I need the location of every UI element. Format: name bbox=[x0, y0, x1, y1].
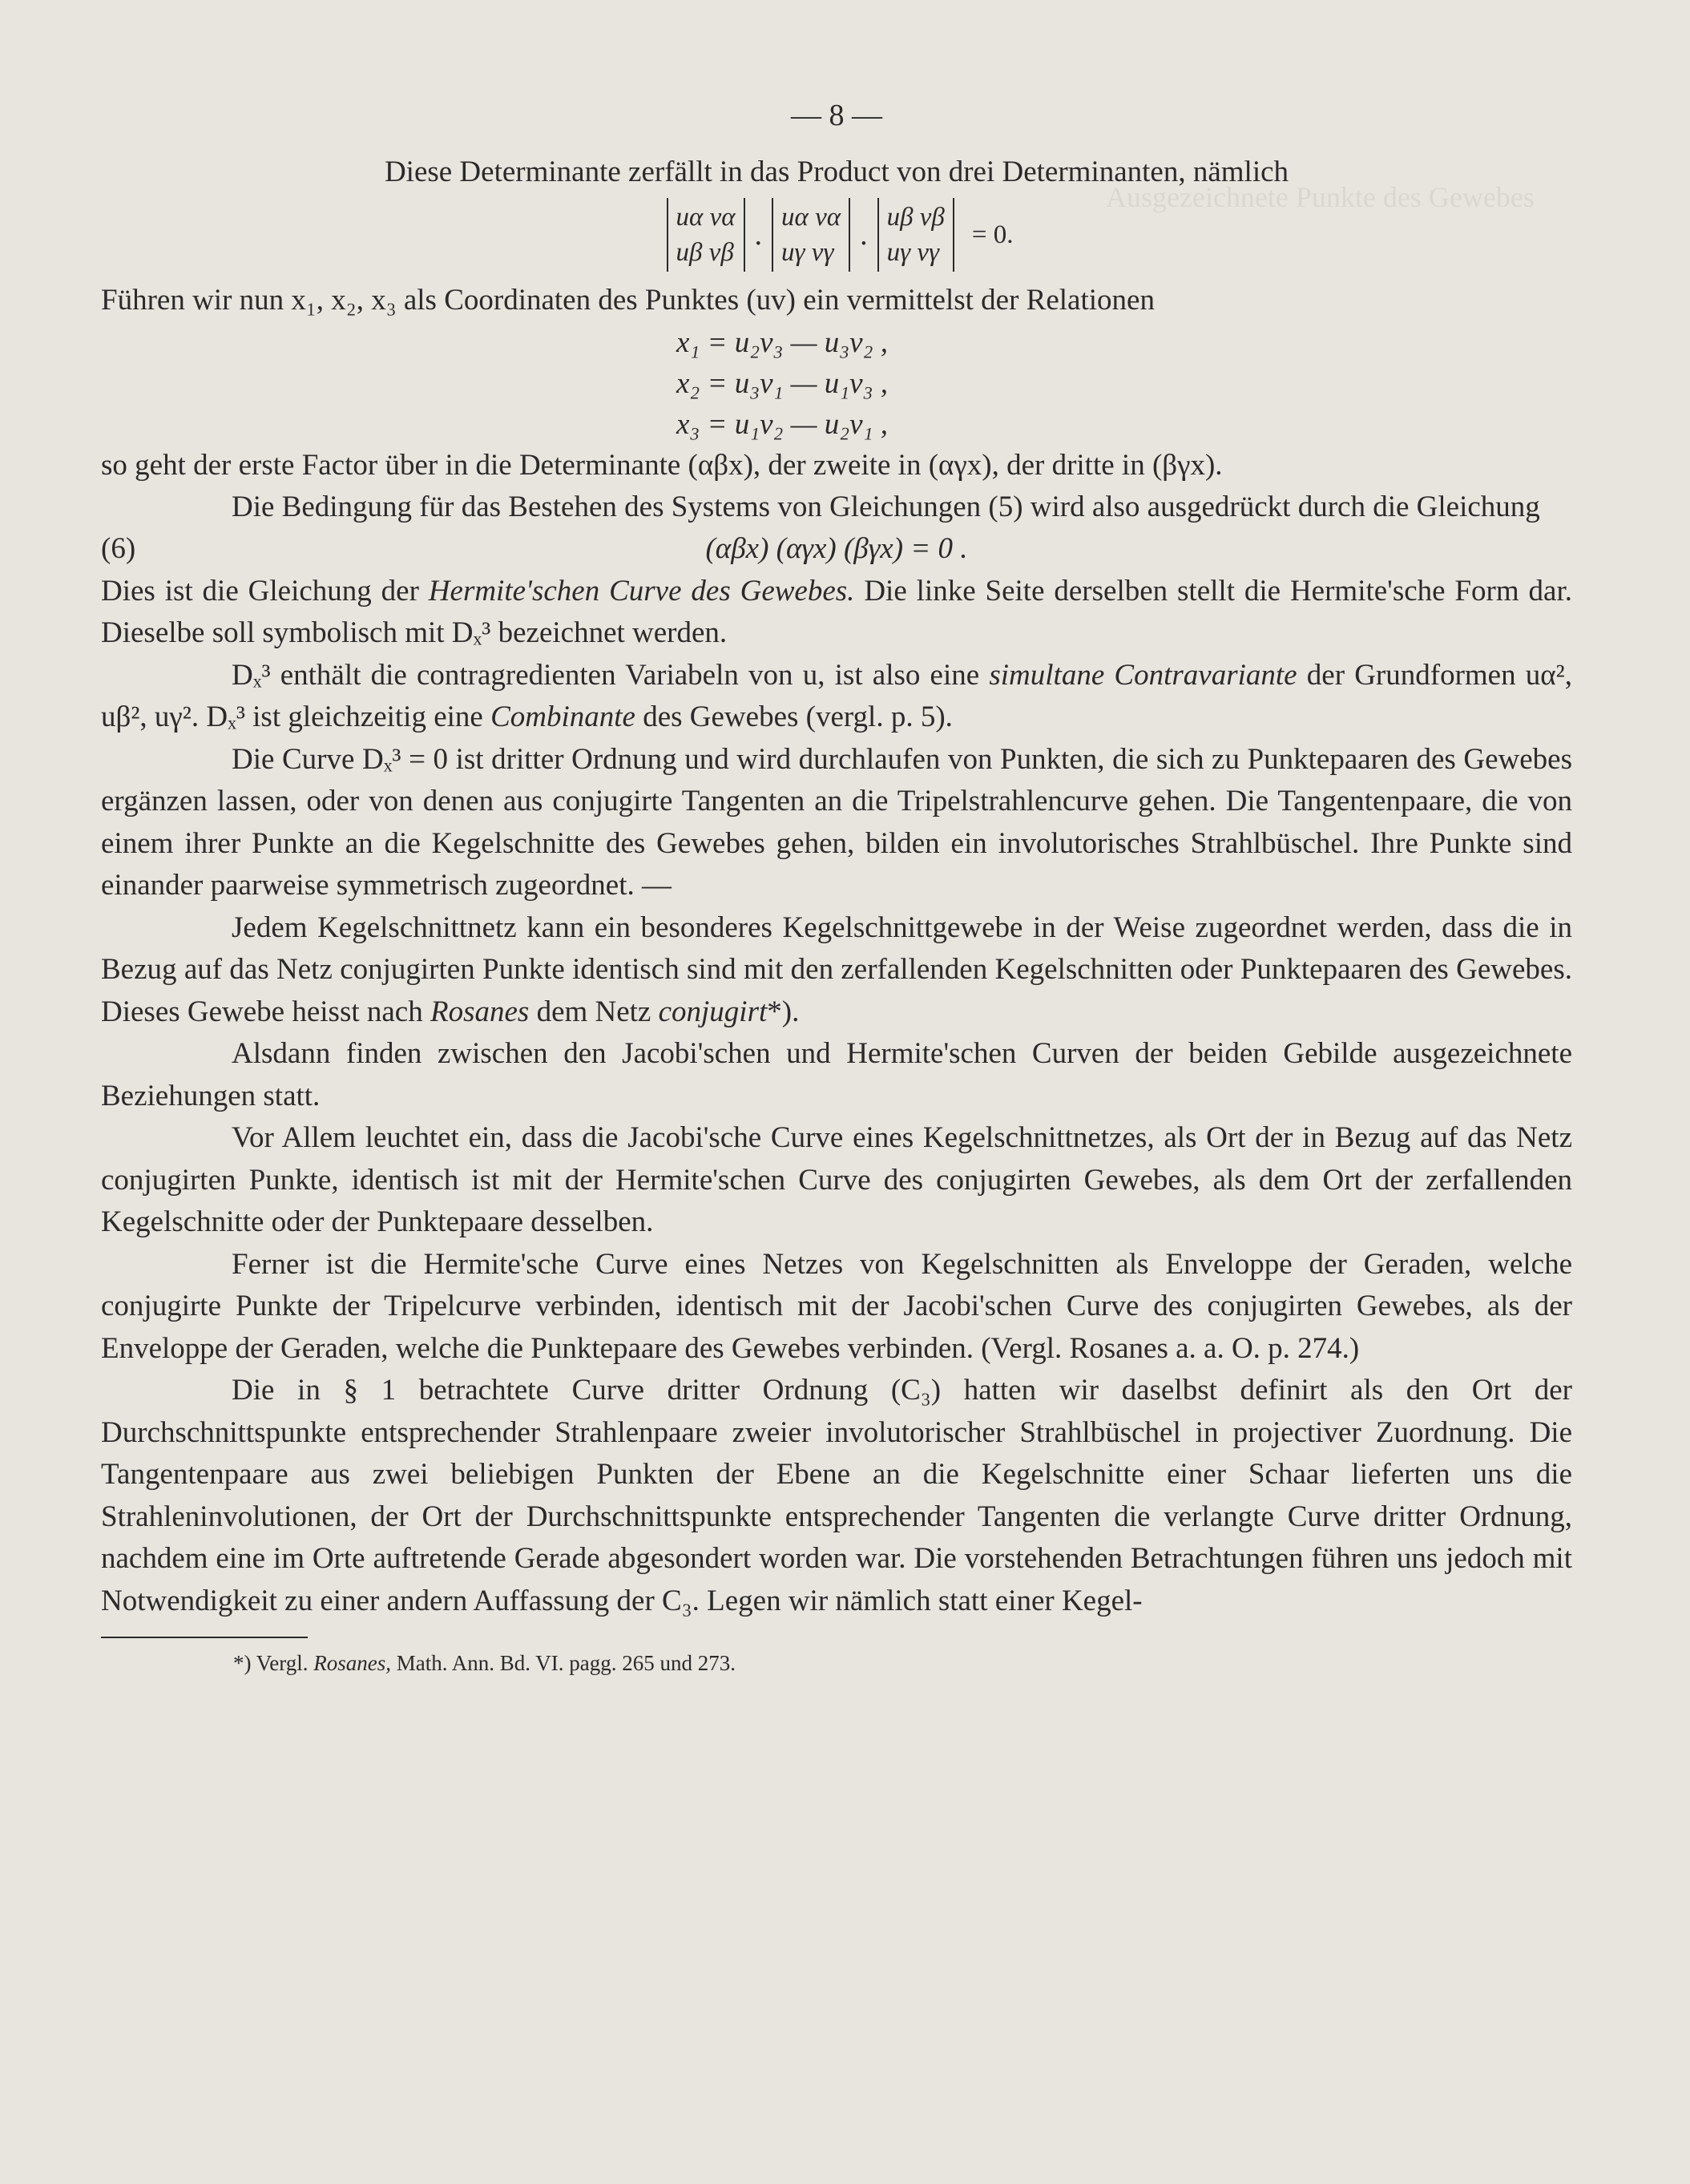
numbered-equation bbox=[101, 529, 1572, 571]
paragraph: Jedem Kegelschnittnetz kann ein besonderes Kegelschnittgewebe in der Weise zugeordnet werden, dass die in Bezug auf das Netz conjugirten Punkte identisch sind mit den zerfallenden Kegelschnitten oder Punktepaaren des Gewebes. Dieses Gewebe heisst nach Rosanes dem Netz conjugirt*). bbox=[101, 910, 1572, 1028]
bleed-through: Ausgezeichnete Punkte des Gewebes bbox=[1106, 181, 1535, 213]
footnote: *) Vergl. Rosanes, Math. Ann. Bd. VI. pagg. 265 und 273. bbox=[233, 1651, 736, 1675]
determinant: uα vα uβ vβ bbox=[667, 198, 745, 272]
footnote-rule bbox=[101, 1637, 308, 1638]
determinant: uα vα uγ vγ bbox=[772, 198, 850, 272]
paragraph: Vor Allem leuchtet ein, dass die Jacobi'sche Curve eines Kegelschnittnetzes, als Ort der in Bezug auf das Netz conjugirten Punkte, identisch ist mit der Hermite'schen Curve des conjugirten Gewebes, als dem Ort der zerfallenden Kegelschnitte oder der Punktepaare desselben. bbox=[101, 1121, 1572, 1238]
product-dot: . bbox=[860, 217, 868, 252]
determinant: uβ vβ uγ vγ bbox=[877, 198, 954, 272]
equals-zero: = 0. bbox=[971, 220, 1014, 249]
relation-equations: x₁ = u₂v₃ — u₃v₂ , x₂ = u₃v₁ — u₁v₃ , x₃ = u₁v₂ — u₂v₁ , bbox=[676, 325, 888, 441]
product-dot: . bbox=[754, 217, 763, 252]
paragraph: Führen wir nun x₁, x₂, x₃ als Coordinaten des Punktes (uv) ein vermittelst der Relationen bbox=[101, 284, 1155, 317]
paragraph: Dies ist die Gleichung der Hermite'schen Curve des Gewebes. Die linke Seite derselben stellt die Hermite'sche Form dar. Dieselbe soll symbolisch mit Dₓ³ bezeichnet werden. bbox=[101, 574, 1572, 649]
equation: (αβx) (αγx) (βγx) = 0 . bbox=[705, 532, 968, 566]
paragraph: Alsdann finden zwischen den Jacobi'schen und Hermite'schen Curven der beiden Gebilde ausgezeichnete Beziehungen statt. bbox=[101, 1037, 1572, 1112]
paragraph: Ferner ist die Hermite'sche Curve eines Netzes von Kegelschnitten als Enveloppe der Geraden, welche conjugirte Punkte der Tripelcurve verbinden, identisch mit der Jacobi'schen Curve des conjugirten Gewebes, als der Enveloppe der Geraden, welche die Punktepaare des Gewebes verbinden. (Vergl. Rosanes a. a. O. p. 274.) bbox=[101, 1247, 1572, 1365]
paragraph: Die Curve Dₓ³ = 0 ist dritter Ordnung und wird durchlaufen von Punkten, die sich zu Punktepaaren des Gewebes ergänzen lassen, oder von denen aus conjugirte Tangenten an die Tripelstrahlencurve gehen. Die Tangentenpaare, die von einem ihrer Punkte an die Kegelschnitte des Gewebes gehen, bilden ein involutorisches Strahlbüschel. Ihre Punkte sind einander paarweise symmetrisch zugeordnet. — bbox=[101, 742, 1572, 902]
paragraph: Dₓ³ enthält die contragredienten Variabeln von u, ist also eine simultane Contravariante der Grundformen uα², uβ², uγ². Dₓ³ ist gleichzeitig eine Combinante des Gewebes (vergl. p. 5). bbox=[101, 658, 1573, 733]
determinant-product bbox=[101, 198, 1572, 272]
page-number: — 8 — bbox=[791, 99, 882, 132]
paragraph: Diese Determinante zerfällt in das Product von drei Determinanten, nämlich bbox=[384, 155, 1289, 188]
equation-number: (6) bbox=[101, 532, 136, 566]
paragraph: so geht der erste Factor über in die Determinante (αβx), der zweite in (αγx), der dritte in (βγx). bbox=[101, 448, 1223, 482]
paragraph: Die in § 1 betrachtete Curve dritter Ordnung (C₃) hatten wir daselbst definirt als den Ort der Durchschnittspunkte entsprechender Strahlenpaare zweier involutorischer Strahlbüschel in projectiver Zuordnung. Die Tangentenpaare aus zwei beliebigen Punkten der Ebene an die Kegelschnitte einer Schaar lieferten uns die Strahleninvolutionen, der Ort der Durchschnittspunkte entsprechender Tangenten die verlangte Curve dritter Ordnung, nachdem eine im Orte auftretende Gerade abgesondert worden war. Die vorstehenden Betrachtungen führen uns jedoch mit Notwendigkeit zu einer andern Auffassung der C₃. Legen wir nämlich statt einer Kegel- bbox=[101, 1374, 1572, 1617]
paragraph: Die Bedingung für das Bestehen des Systems von Gleichungen (5) wird also ausgedrückt durch die Gleichung bbox=[232, 490, 1540, 523]
page-content bbox=[101, 95, 1572, 1678]
